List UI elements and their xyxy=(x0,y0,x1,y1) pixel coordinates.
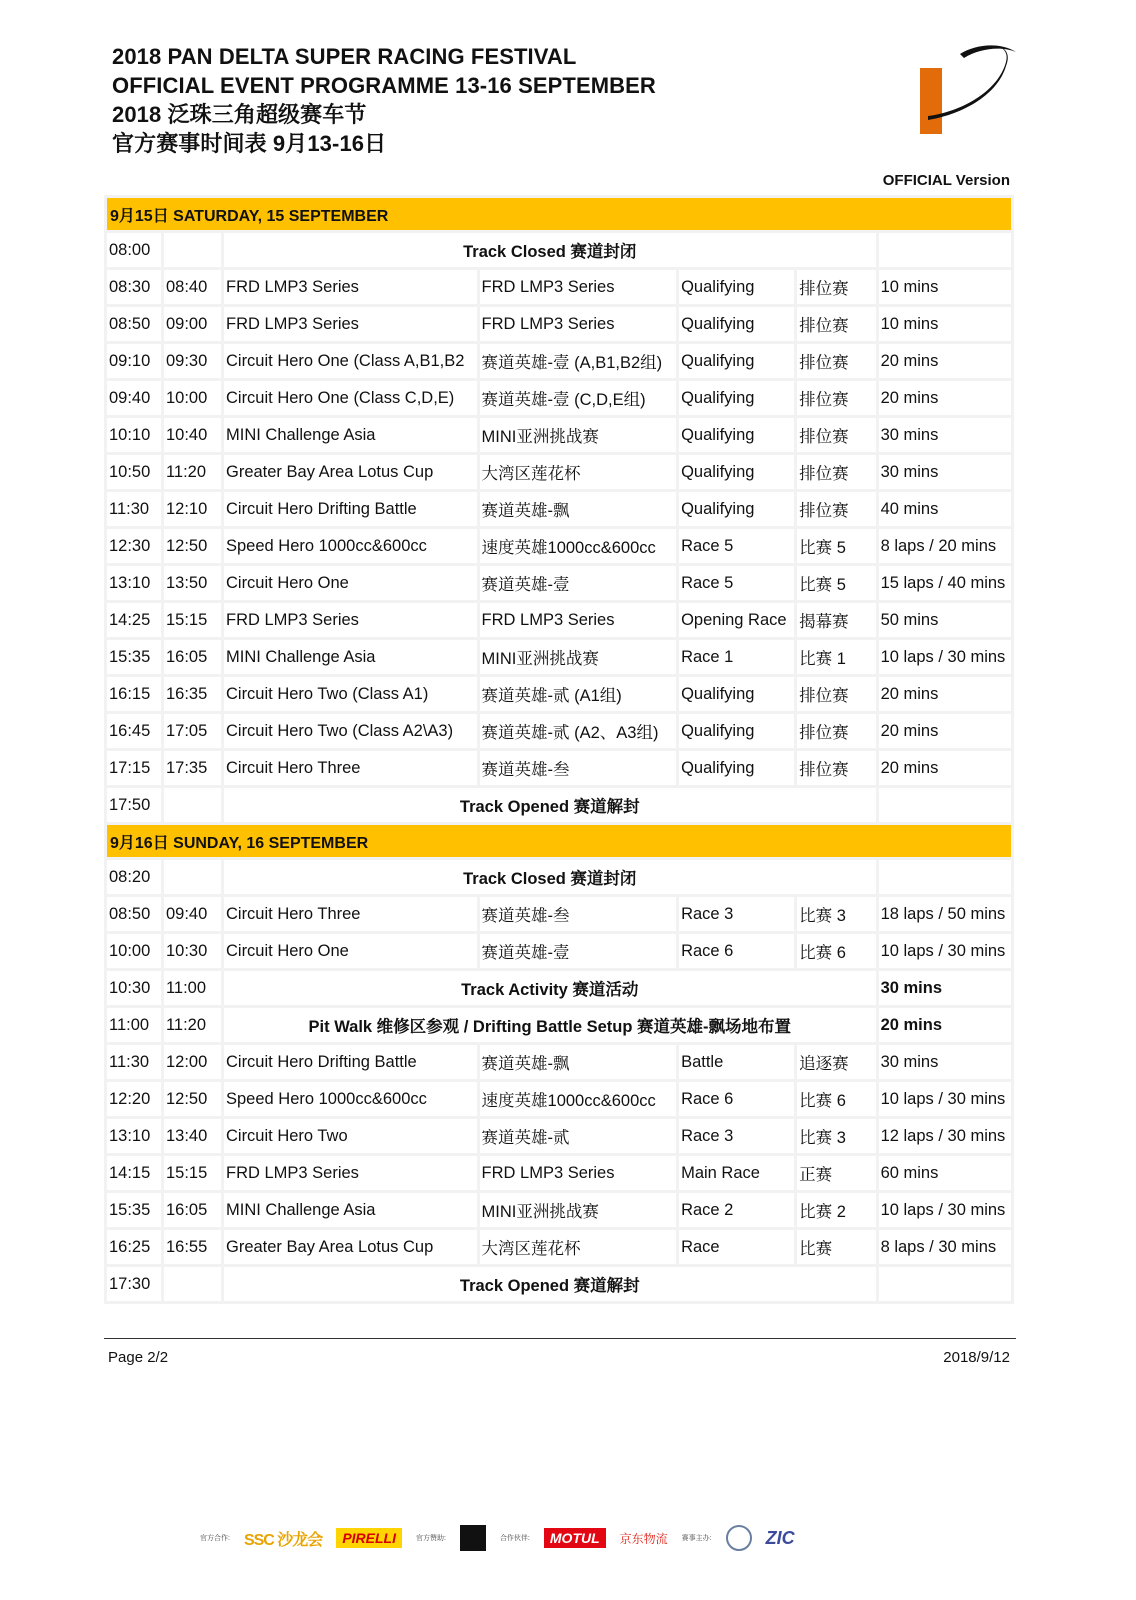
series-name-en: Circuit Hero Drifting Battle xyxy=(224,1045,477,1079)
session-cn: 排位赛 xyxy=(797,418,875,452)
series-name-cn: FRD LMP3 Series xyxy=(480,1156,677,1190)
duration: 20 mins xyxy=(879,381,1011,415)
series-name-cn: 大湾区莲花杯 xyxy=(480,455,677,489)
series-name-en: Circuit Hero Drifting Battle xyxy=(224,492,477,526)
ssc-logo-icon: SSC 沙龙会 xyxy=(243,1531,323,1549)
table-row xyxy=(107,1008,1011,1042)
end-time xyxy=(164,233,221,267)
duration: 50 mins xyxy=(879,603,1011,637)
sponsor-label-partner: 合作伙伴: xyxy=(499,1535,530,1542)
session-en: Race 2 xyxy=(679,1193,794,1227)
series-name-cn: 速度英雄1000cc&600cc xyxy=(480,1082,677,1116)
page-number: Page 2/2 xyxy=(108,1349,169,1366)
series-name-cn: 赛道英雄-贰 (A2、A3组) xyxy=(480,714,677,748)
session-cn: 正赛 xyxy=(797,1156,875,1190)
festival-logo-icon xyxy=(920,40,1030,140)
session-en: Race 3 xyxy=(679,897,794,931)
session-cn: 排位赛 xyxy=(797,455,875,489)
duration: 40 mins xyxy=(879,492,1011,526)
end-time xyxy=(164,788,221,822)
series-name-cn: FRD LMP3 Series xyxy=(480,307,677,341)
title-line-4: 官方赛事时间表 9月13-16日 xyxy=(112,131,387,156)
start-time: 08:20 xyxy=(107,860,161,894)
series-name-cn: 赛道英雄-贰 xyxy=(480,1119,677,1153)
sponsor-bar xyxy=(200,1520,940,1556)
series-name-cn: FRD LMP3 Series xyxy=(480,603,677,637)
title-line-2: OFFICIAL EVENT PROGRAMME 13-16 SEPTEMBER xyxy=(112,73,656,98)
start-time: 14:15 xyxy=(107,1156,161,1190)
session-en: Qualifying xyxy=(679,714,794,748)
session-en: Qualifying xyxy=(679,307,794,341)
footer-divider xyxy=(104,1338,1016,1339)
session-en: Qualifying xyxy=(679,344,794,378)
table-row xyxy=(107,751,1011,785)
start-time: 11:30 xyxy=(107,492,161,526)
end-time: 15:15 xyxy=(164,603,221,637)
table-row xyxy=(107,1267,1011,1301)
start-time: 11:30 xyxy=(107,1045,161,1079)
session-cn: 排位赛 xyxy=(797,344,875,378)
series-name-en: Circuit Hero One (Class A,B1,B2 xyxy=(224,344,477,378)
table-row xyxy=(107,418,1011,452)
session-en: Qualifying xyxy=(679,751,794,785)
start-time: 13:10 xyxy=(107,566,161,600)
series-name-cn: 赛道英雄-壹 (C,D,E组) xyxy=(480,381,677,415)
start-time: 12:30 xyxy=(107,529,161,563)
end-time: 17:35 xyxy=(164,751,221,785)
session-en: Qualifying xyxy=(679,677,794,711)
series-name-cn: 赛道英雄-飘 xyxy=(480,1045,677,1079)
day-title: 9月16日 SUNDAY, 16 SEPTEMBER xyxy=(107,825,1011,857)
start-time: 12:20 xyxy=(107,1082,161,1116)
session-cn: 排位赛 xyxy=(797,307,875,341)
day-title: 9月15日 SATURDAY, 15 SEPTEMBER xyxy=(107,198,1011,230)
session-en: Main Race xyxy=(679,1156,794,1190)
end-time: 09:30 xyxy=(164,344,221,378)
table-row xyxy=(107,714,1011,748)
session-cn: 比赛 6 xyxy=(797,934,875,968)
zic-logo-icon: ZIC xyxy=(765,1527,795,1548)
duration: 20 mins xyxy=(879,1008,1011,1042)
duration: 10 laps / 30 mins xyxy=(879,934,1011,968)
table-row xyxy=(107,897,1011,931)
series-name-en: Circuit Hero One xyxy=(224,566,477,600)
session-cn: 排位赛 xyxy=(797,751,875,785)
track-status: Track Opened 赛道解封 xyxy=(224,788,876,822)
series-name-en: FRD LMP3 Series xyxy=(224,603,477,637)
end-time: 12:00 xyxy=(164,1045,221,1079)
start-time: 09:10 xyxy=(107,344,161,378)
table-row xyxy=(107,307,1011,341)
track-status: Track Opened 赛道解封 xyxy=(224,1267,876,1301)
session-cn: 排位赛 xyxy=(797,677,875,711)
motul-logo-icon: MOTUL xyxy=(544,1528,606,1548)
start-time: 17:30 xyxy=(107,1267,161,1301)
session-en: Qualifying xyxy=(679,455,794,489)
schedule-table xyxy=(104,195,1014,1304)
start-time: 10:00 xyxy=(107,934,161,968)
session-cn: 排位赛 xyxy=(797,492,875,526)
table-row xyxy=(107,1119,1011,1153)
table-row xyxy=(107,233,1011,267)
end-time: 16:55 xyxy=(164,1230,221,1264)
table-row xyxy=(107,603,1011,637)
series-name-cn: 赛道英雄-飘 xyxy=(480,492,677,526)
session-en: Race 5 xyxy=(679,529,794,563)
session-cn: 比赛 1 xyxy=(797,640,875,674)
sponsor-square-logo-icon xyxy=(460,1525,486,1551)
session-cn: 排位赛 xyxy=(797,381,875,415)
duration: 10 laps / 30 mins xyxy=(879,1193,1011,1227)
sponsor-label-official: 官方合作: xyxy=(200,1535,230,1542)
start-time: 15:35 xyxy=(107,640,161,674)
session-en: Race 5 xyxy=(679,566,794,600)
series-name-en: Circuit Hero Two xyxy=(224,1119,477,1153)
duration xyxy=(879,788,1011,822)
end-time: 16:05 xyxy=(164,1193,221,1227)
duration: 30 mins xyxy=(879,418,1011,452)
series-name-en: MINI Challenge Asia xyxy=(224,418,477,452)
duration: 30 mins xyxy=(879,455,1011,489)
session-en: Opening Race xyxy=(679,603,794,637)
duration: 8 laps / 30 mins xyxy=(879,1230,1011,1264)
series-name-cn: 大湾区莲花杯 xyxy=(480,1230,677,1264)
session-cn: 比赛 6 xyxy=(797,1082,875,1116)
table-row xyxy=(107,1193,1011,1227)
series-name-en: Greater Bay Area Lotus Cup xyxy=(224,455,477,489)
end-time: 09:40 xyxy=(164,897,221,931)
series-name-en: Circuit Hero Two (Class A1) xyxy=(224,677,477,711)
end-time: 10:40 xyxy=(164,418,221,452)
table-row xyxy=(107,381,1011,415)
series-name-en: Circuit Hero One xyxy=(224,934,477,968)
session-cn: 比赛 2 xyxy=(797,1193,875,1227)
start-time: 10:30 xyxy=(107,971,161,1005)
track-status: Pit Walk 维修区参观 / Drifting Battle Setup 赛道英雄-飘场地布置 xyxy=(224,1008,876,1042)
session-en: Race 3 xyxy=(679,1119,794,1153)
series-name-cn: FRD LMP3 Series xyxy=(480,270,677,304)
table-row xyxy=(107,1082,1011,1116)
series-name-en: Circuit Hero Three xyxy=(224,897,477,931)
end-time: 10:30 xyxy=(164,934,221,968)
duration: 20 mins xyxy=(879,714,1011,748)
title-line-1: 2018 PAN DELTA SUPER RACING FESTIVAL xyxy=(112,44,577,69)
table-row xyxy=(107,1045,1011,1079)
session-en: Qualifying xyxy=(679,270,794,304)
end-time: 13:40 xyxy=(164,1119,221,1153)
series-name-cn: 赛道英雄-壹 (A,B1,B2组) xyxy=(480,344,677,378)
session-cn: 比赛 3 xyxy=(797,897,875,931)
session-cn: 比赛 xyxy=(797,1230,875,1264)
table-row xyxy=(107,566,1011,600)
table-row xyxy=(107,640,1011,674)
track-status: Track Closed 赛道封闭 xyxy=(224,860,876,894)
session-cn: 揭幕赛 xyxy=(797,603,875,637)
start-time: 10:10 xyxy=(107,418,161,452)
series-name-cn: 赛道英雄-叁 xyxy=(480,751,677,785)
start-time: 10:50 xyxy=(107,455,161,489)
start-time: 09:40 xyxy=(107,381,161,415)
series-name-cn: 赛道英雄-叁 xyxy=(480,897,677,931)
print-date: 2018/9/12 xyxy=(943,1349,1010,1366)
series-name-en: Greater Bay Area Lotus Cup xyxy=(224,1230,477,1264)
series-name-en: Circuit Hero Three xyxy=(224,751,477,785)
end-time: 16:05 xyxy=(164,640,221,674)
start-time: 16:15 xyxy=(107,677,161,711)
end-time: 08:40 xyxy=(164,270,221,304)
day-header-saturday xyxy=(107,198,1011,230)
duration: 20 mins xyxy=(879,751,1011,785)
start-time: 16:45 xyxy=(107,714,161,748)
session-en: Qualifying xyxy=(679,418,794,452)
start-time: 08:30 xyxy=(107,270,161,304)
table-row xyxy=(107,455,1011,489)
pirelli-logo-icon: PIRELLI xyxy=(336,1528,402,1548)
organizer-seal-logo-icon xyxy=(726,1525,752,1551)
series-name-en: FRD LMP3 Series xyxy=(224,1156,477,1190)
duration: 10 mins xyxy=(879,270,1011,304)
end-time: 12:50 xyxy=(164,1082,221,1116)
session-en: Race 1 xyxy=(679,640,794,674)
end-time: 10:00 xyxy=(164,381,221,415)
end-time: 16:35 xyxy=(164,677,221,711)
duration: 8 laps / 20 mins xyxy=(879,529,1011,563)
end-time: 11:00 xyxy=(164,971,221,1005)
end-time: 12:50 xyxy=(164,529,221,563)
end-time xyxy=(164,860,221,894)
duration: 30 mins xyxy=(879,971,1011,1005)
table-row xyxy=(107,788,1011,822)
table-row xyxy=(107,1156,1011,1190)
end-time: 13:50 xyxy=(164,566,221,600)
series-name-cn: 速度英雄1000cc&600cc xyxy=(480,529,677,563)
duration: 60 mins xyxy=(879,1156,1011,1190)
series-name-cn: 赛道英雄-壹 xyxy=(480,566,677,600)
version-label: OFFICIAL Version xyxy=(882,172,1010,189)
start-time: 15:35 xyxy=(107,1193,161,1227)
table-row xyxy=(107,344,1011,378)
end-time: 15:15 xyxy=(164,1156,221,1190)
sponsor-label-sponsor: 官方赞助: xyxy=(415,1535,446,1542)
document-title xyxy=(112,42,656,158)
session-cn: 比赛 3 xyxy=(797,1119,875,1153)
session-en: Qualifying xyxy=(679,492,794,526)
series-name-en: MINI Challenge Asia xyxy=(224,640,477,674)
series-name-cn: MINI亚洲挑战赛 xyxy=(480,640,677,674)
series-name-en: Circuit Hero Two (Class A2\A3) xyxy=(224,714,477,748)
duration: 10 laps / 30 mins xyxy=(879,1082,1011,1116)
session-en: Qualifying xyxy=(679,381,794,415)
jd-logistics-logo-icon: 京东物流 xyxy=(619,1531,668,1546)
series-name-cn: 赛道英雄-壹 xyxy=(480,934,677,968)
session-en: Race 6 xyxy=(679,934,794,968)
duration: 20 mins xyxy=(879,677,1011,711)
start-time: 16:25 xyxy=(107,1230,161,1264)
session-cn: 比赛 5 xyxy=(797,529,875,563)
end-time xyxy=(164,1267,221,1301)
table-row xyxy=(107,860,1011,894)
series-name-en: FRD LMP3 Series xyxy=(224,307,477,341)
sponsor-label-organizer: 赛事主办: xyxy=(681,1535,712,1542)
table-row xyxy=(107,270,1011,304)
start-time: 08:50 xyxy=(107,307,161,341)
duration: 10 mins xyxy=(879,307,1011,341)
series-name-en: Speed Hero 1000cc&600cc xyxy=(224,529,477,563)
series-name-cn: MINI亚洲挑战赛 xyxy=(480,418,677,452)
duration: 10 laps / 30 mins xyxy=(879,640,1011,674)
session-en: Race xyxy=(679,1230,794,1264)
start-time: 08:50 xyxy=(107,897,161,931)
duration: 15 laps / 40 mins xyxy=(879,566,1011,600)
end-time: 11:20 xyxy=(164,455,221,489)
series-name-en: MINI Challenge Asia xyxy=(224,1193,477,1227)
series-name-en: Circuit Hero One (Class C,D,E) xyxy=(224,381,477,415)
duration xyxy=(879,860,1011,894)
track-status: Track Closed 赛道封闭 xyxy=(224,233,876,267)
session-cn: 比赛 5 xyxy=(797,566,875,600)
duration xyxy=(879,1267,1011,1301)
session-en: Battle xyxy=(679,1045,794,1079)
table-row xyxy=(107,677,1011,711)
start-time: 13:10 xyxy=(107,1119,161,1153)
start-time: 11:00 xyxy=(107,1008,161,1042)
duration: 20 mins xyxy=(879,344,1011,378)
session-cn: 排位赛 xyxy=(797,714,875,748)
session-cn: 排位赛 xyxy=(797,270,875,304)
start-time: 14:25 xyxy=(107,603,161,637)
start-time: 17:15 xyxy=(107,751,161,785)
series-name-en: Speed Hero 1000cc&600cc xyxy=(224,1082,477,1116)
title-line-3: 2018 泛珠三角超级赛车节 xyxy=(112,102,367,127)
duration xyxy=(879,233,1011,267)
end-time: 12:10 xyxy=(164,492,221,526)
series-name-cn: 赛道英雄-贰 (A1组) xyxy=(480,677,677,711)
start-time: 17:50 xyxy=(107,788,161,822)
end-time: 17:05 xyxy=(164,714,221,748)
table-row xyxy=(107,529,1011,563)
table-row xyxy=(107,1230,1011,1264)
duration: 12 laps / 30 mins xyxy=(879,1119,1011,1153)
duration: 30 mins xyxy=(879,1045,1011,1079)
duration: 18 laps / 50 mins xyxy=(879,897,1011,931)
series-name-en: FRD LMP3 Series xyxy=(224,270,477,304)
track-status: Track Activity 赛道活动 xyxy=(224,971,876,1005)
day-header-sunday xyxy=(107,825,1011,857)
session-cn: 追逐赛 xyxy=(797,1045,875,1079)
end-time: 09:00 xyxy=(164,307,221,341)
table-row xyxy=(107,934,1011,968)
end-time: 11:20 xyxy=(164,1008,221,1042)
table-row xyxy=(107,971,1011,1005)
table-row xyxy=(107,492,1011,526)
session-en: Race 6 xyxy=(679,1082,794,1116)
series-name-cn: MINI亚洲挑战赛 xyxy=(480,1193,677,1227)
start-time: 08:00 xyxy=(107,233,161,267)
